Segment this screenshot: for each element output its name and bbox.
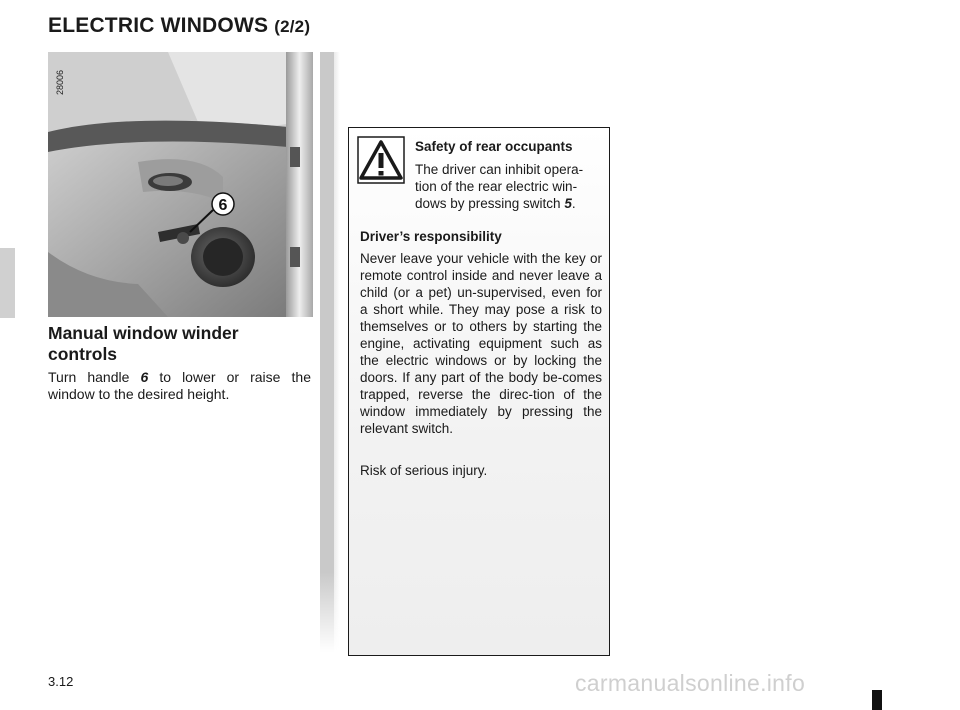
handle-ref: 6 [140, 369, 149, 385]
warning-risk: Risk of serious injury. [360, 463, 488, 478]
page-title: ELECTRIC WINDOWS (2/2) [48, 14, 311, 37]
corner-mark [872, 690, 882, 710]
warning-paragraph: Never leave your vehicle with the key or remote control inside and never leave a child (or a pet) un-supervised, even for a short while. They may pose a risk to themselves or to others by starting the engine, activating equipment such as the electric windows or by locking the doors. If any part of the body be-comes trapped, reverse the direc-tion of the window immediately by pressing the relevant switch. [360, 251, 602, 436]
section-body: Turn handle 6 to lower or raise the window to the desired height. [48, 369, 311, 402]
page-title-part: (2/2) [274, 17, 311, 36]
watermark: carmanualsonline.info [575, 670, 806, 696]
section-tab [0, 248, 15, 318]
warning-box [348, 127, 610, 656]
page-number: 3.12 [48, 674, 74, 689]
section-heading: Manual window winder controls [48, 323, 239, 364]
switch-ref: 5 [564, 196, 572, 211]
column-divider [320, 52, 340, 652]
figure-reference: 28006 [55, 69, 65, 95]
warning-intro: The driver can inhibit opera-tion of the rear electric win-dows by pressing switch 5. [415, 162, 584, 211]
warning-title: Safety of rear occupants [415, 139, 573, 154]
warning-triangle-icon [357, 136, 405, 184]
door-panel-photo [48, 52, 313, 317]
callout-6: 6 [218, 197, 228, 214]
warning-subheading: Driver’s responsibility [360, 229, 502, 244]
